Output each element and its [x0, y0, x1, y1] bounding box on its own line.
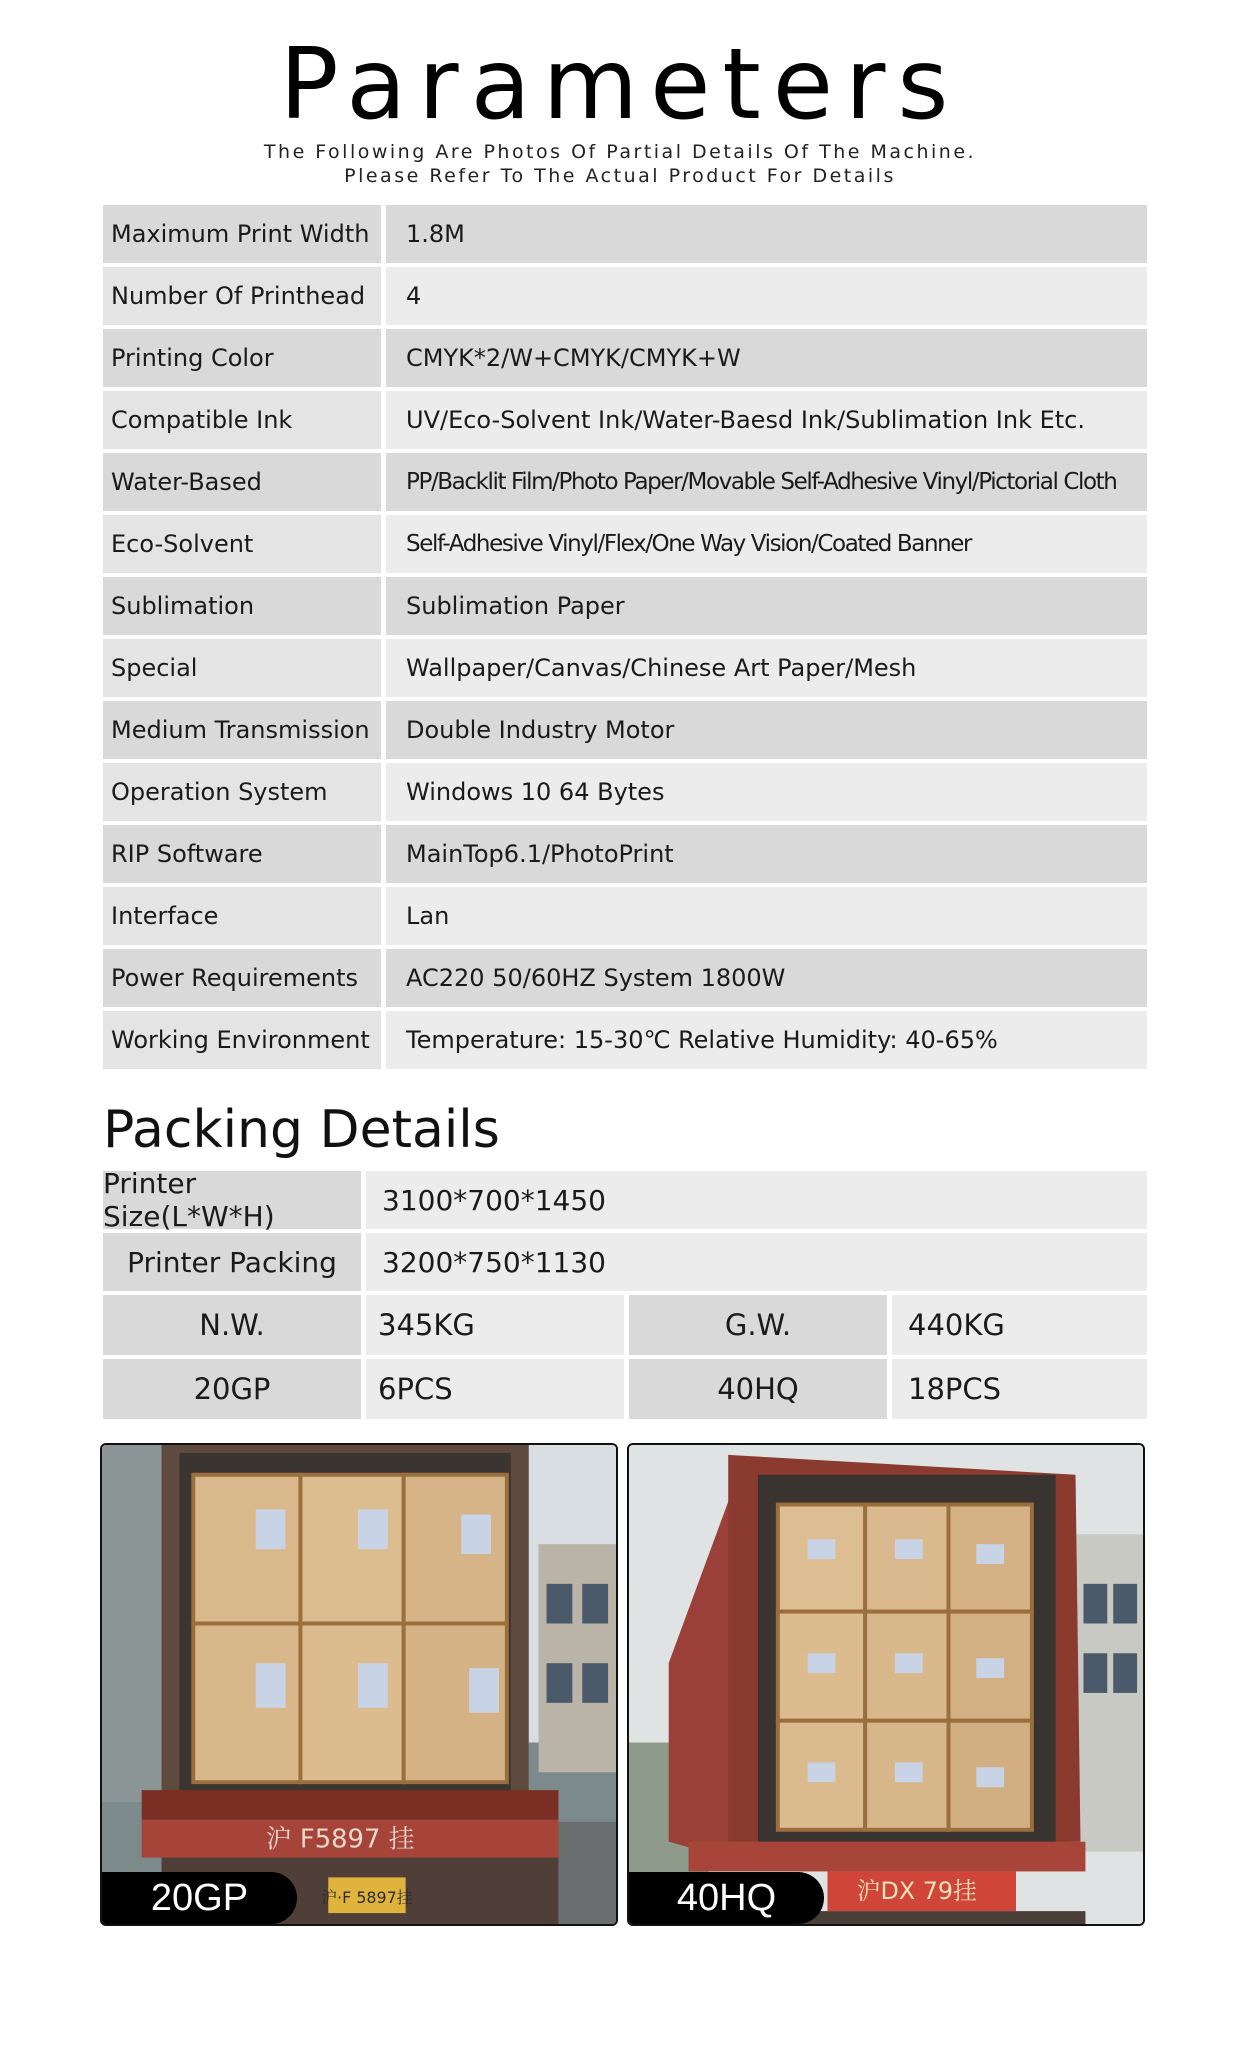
table-row: [103, 515, 1147, 573]
param-label: Number Of Printhead: [103, 267, 381, 325]
table-row: [103, 1359, 1147, 1419]
param-value: UV/Eco-Solvent Ink/Water-Baesd Ink/Sublimation Ink Etc.: [386, 391, 1147, 449]
table-row: [103, 887, 1147, 945]
parameters-table: [103, 205, 1147, 1073]
page-title: Parameters: [279, 28, 961, 142]
table-row: [103, 1011, 1147, 1069]
photo-label-20gp: 20GP: [102, 1872, 297, 1924]
param-label: Operation System: [103, 763, 381, 821]
table-row: [103, 267, 1147, 325]
param-value: 4: [386, 267, 1147, 325]
net-weight-label: N.W.: [103, 1295, 361, 1355]
gross-weight-label: G.W.: [629, 1295, 887, 1355]
plate-text-right: 沪DX 79挂: [856, 1877, 977, 1906]
table-row: [103, 1167, 1147, 1233]
table-row: [103, 1295, 1147, 1355]
param-value: MainTop6.1/PhotoPrint: [386, 825, 1147, 883]
container-photo-20gp: [100, 1443, 618, 1926]
packing-table: [103, 1167, 1147, 1423]
param-label: Eco-Solvent: [103, 515, 381, 573]
param-label: Sublimation: [103, 577, 381, 635]
param-value: Self-Adhesive Vinyl/Flex/One Way Vision/Coated Banner: [386, 515, 1147, 573]
table-row: [103, 825, 1147, 883]
container-20gp-label: 20GP: [103, 1359, 361, 1419]
param-value: 1.8M: [386, 205, 1147, 263]
table-row: [103, 763, 1147, 821]
param-label: Working Environment: [103, 1011, 381, 1069]
subtitle-line-1: The Following Are Photos Of Partial Details Of The Machine.: [263, 141, 977, 163]
param-value: Temperature: 15-30℃ Relative Humidity: 40-65%: [386, 1011, 1147, 1069]
table-row: [103, 949, 1147, 1007]
param-label: RIP Software: [103, 825, 381, 883]
net-weight-value: 345KG: [366, 1295, 624, 1355]
container-40hq-value: 18PCS: [892, 1359, 1147, 1419]
param-label: Printing Color: [103, 329, 381, 387]
table-row: [103, 577, 1147, 635]
param-value: Wallpaper/Canvas/Chinese Art Paper/Mesh: [386, 639, 1147, 697]
param-label: Power Requirements: [103, 949, 381, 1007]
photo-label-40hq: 40HQ: [629, 1872, 824, 1924]
container-40hq-label: 40HQ: [629, 1359, 887, 1419]
param-label: Medium Transmission: [103, 701, 381, 759]
table-row: [103, 639, 1147, 697]
param-value: Lan: [386, 887, 1147, 945]
param-label: Maximum Print Width: [103, 205, 381, 263]
printer-size-label: Printer Size(L*W*H): [103, 1171, 361, 1229]
container-photo-40hq: [627, 1443, 1145, 1926]
container-20gp-image: [102, 1445, 616, 1924]
param-value: Double Industry Motor: [386, 701, 1147, 759]
plate-text-top: 沪 F5897 挂: [265, 1824, 415, 1855]
container-40hq-image: [629, 1445, 1143, 1924]
param-label: Special: [103, 639, 381, 697]
table-row: [103, 1233, 1147, 1291]
gross-weight-value: 440KG: [892, 1295, 1147, 1355]
license-plate-text: 沪·F 5897挂: [321, 1888, 413, 1908]
param-value: CMYK*2/W+CMYK/CMYK+W: [386, 329, 1147, 387]
table-row: [103, 701, 1147, 759]
param-label: Compatible Ink: [103, 391, 381, 449]
table-row: [103, 329, 1147, 387]
container-20gp-value: 6PCS: [366, 1359, 624, 1419]
param-value: PP/Backlit Film/Photo Paper/Movable Self-Adhesive Vinyl/Pictorial Cloth: [386, 453, 1147, 511]
table-row: [103, 391, 1147, 449]
packing-details-title: Packing Details: [103, 1100, 500, 1160]
param-value: Windows 10 64 Bytes: [386, 763, 1147, 821]
printer-packing-value: 3200*750*1130: [366, 1233, 1147, 1291]
param-value: Sublimation Paper: [386, 577, 1147, 635]
table-row: [103, 453, 1147, 511]
printer-size-value: 3100*700*1450: [366, 1171, 1147, 1229]
table-row: [103, 205, 1147, 263]
page-header: [0, 0, 1240, 188]
subtitle-line-2: Please Refer To The Actual Product For Details: [344, 165, 896, 187]
param-value: AC220 50/60HZ System 1800W: [386, 949, 1147, 1007]
param-label: Interface: [103, 887, 381, 945]
printer-packing-label: Printer Packing: [103, 1233, 361, 1291]
param-label: Water-Based: [103, 453, 381, 511]
